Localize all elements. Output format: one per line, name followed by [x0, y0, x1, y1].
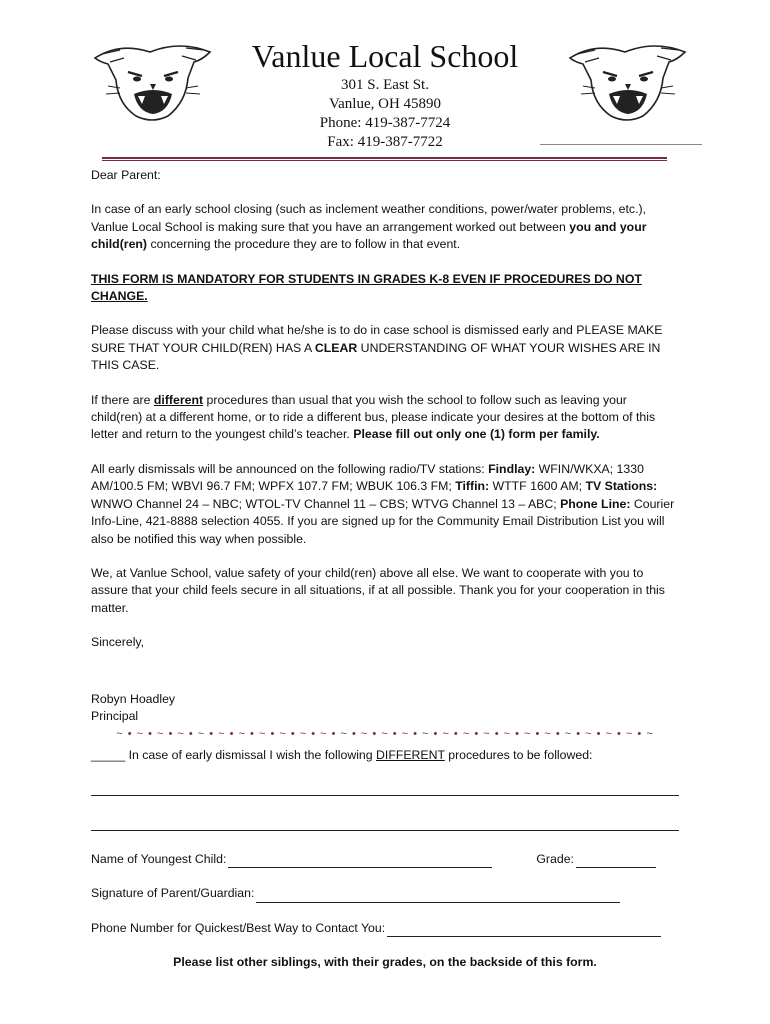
paragraph-different-bold: different — [153, 392, 204, 407]
paragraph-discuss — [91, 322, 679, 374]
signature-label: Signature of Parent/Guardian: — [91, 886, 255, 901]
school-address: 301 S. East St. — [341, 77, 429, 93]
school-name: Vanlue Local School — [251, 38, 519, 74]
procedures-line-2[interactable] — [91, 814, 679, 831]
paragraph-purpose — [91, 201, 679, 253]
school-phone: Phone: 419-387-7724 — [319, 115, 451, 131]
paragraph-different — [91, 392, 679, 444]
greeting: Dear Parent: — [91, 168, 161, 182]
wildcat-logo-left — [90, 38, 215, 124]
stations-text-d: WNWO Channel 24 – NBC; WTOL-TV Channel 11 – CBS; WTVG Channel 13 – ABC; — [91, 496, 561, 511]
closing: Sincerely, — [91, 635, 145, 650]
signer-name: Robyn Hoadley — [91, 691, 176, 706]
paragraph-discuss-bold: CLEAR — [314, 340, 358, 355]
grade-field[interactable] — [576, 855, 656, 868]
signature-field[interactable] — [256, 890, 620, 903]
stations-findlay: Findlay: — [488, 461, 536, 476]
signer-title: Principal — [91, 708, 139, 723]
paragraph-safety: We, at Vanlue School, value safety of your child(ren) above all else. We want to cooperate with you to assure that your child feels secure in all situations, if at all possible. Thank you for your cooperation in this matter. — [91, 565, 665, 615]
wildcat-logo-right — [565, 38, 690, 124]
paragraph-different-text: If there are — [91, 392, 154, 407]
stations-tv: TV Stations: — [585, 479, 658, 494]
signature-row — [91, 885, 679, 902]
cut-line-divider: ~ • ~ • ~ • ~ • ~ • ~ • ~ • ~ • ~ • ~ • ~ • ~ • ~ • ~ • ~ • ~ • ~ • ~ • ~ • ~ • ~ • ~ • ~ • ~ • ~ • ~ • ~ — [116, 728, 654, 741]
paragraph-purpose-text: In case of an early school closing (such as inclement weather conditions, power/water problems, etc.), Vanlue Local School is making sure that you have an arrangement worked out between — [91, 202, 646, 234]
procedures-line-1[interactable] — [91, 779, 679, 796]
school-fax: Fax: 419-387-7722 — [327, 134, 443, 150]
school-contact-block — [260, 76, 510, 152]
dismissal-text-end: procedures to be followed: — [444, 748, 593, 763]
stations-text-a: All early dismissals will be announced on the following radio/TV stations: — [91, 461, 489, 476]
stations-text-c: WTTF 1600 AM; — [489, 479, 586, 494]
stations-text-e: Courier Info-Line, 421-8888 selection 4055. If you are signed up for the Community Email Distribution List you will also be notified this way when possible. — [91, 496, 675, 546]
stations-tiffin: Tiffin: — [455, 479, 490, 494]
school-city: Vanlue, OH 45890 — [328, 96, 442, 112]
mandatory-notice-text: THIS FORM IS MANDATORY FOR STUDENTS IN GRADES K-8 EVEN IF PROCEDURES DO NOT CHANGE. — [91, 271, 642, 304]
grade-label: Grade: — [536, 851, 574, 866]
paragraph-purpose-text-end: concerning the procedure they are to follow in that event. — [147, 237, 461, 252]
contact-phone-field[interactable] — [387, 924, 661, 937]
contact-phone-label: Phone Number for Quickest/Best Way to Contact You: — [91, 920, 386, 935]
header-divider — [102, 157, 667, 161]
dismissal-instruction — [91, 747, 679, 764]
stations-phone-line: Phone Line: — [560, 496, 631, 511]
mandatory-notice — [91, 271, 679, 306]
dismissal-different: DIFFERENT — [376, 748, 445, 763]
header-short-rule — [540, 144, 702, 145]
paragraph-different-text-mid: procedures than usual that you wish the school to follow such as leaving your child(ren) at a different home, or to ride a different bus, please indicate your desires at the bottom of this letter and return to the youngest child’s teacher. — [91, 392, 656, 442]
youngest-child-row — [91, 851, 679, 868]
youngest-child-label: Name of Youngest Child: — [91, 851, 227, 866]
paragraph-stations — [91, 461, 679, 548]
contact-phone-row — [91, 920, 679, 937]
paragraph-discuss-text-end: UNDERSTANDING OF WHAT YOUR WISHES ARE IN THIS CASE. — [91, 340, 661, 373]
stations-text-b: WFIN/WKXA; 1330 AM/100.5 FM; WBVI 96.7 FM; WPFX 107.7 FM; WBUK 106.3 FM; — [91, 461, 644, 494]
siblings-note: Please list other siblings, with their grades, on the backside of this form. — [173, 954, 597, 969]
youngest-child-field[interactable] — [228, 855, 492, 868]
paragraph-different-bold-end: Please fill out only one (1) form per family. — [353, 427, 600, 442]
dismissal-text: _____ In case of early dismissal I wish the following — [91, 748, 377, 763]
paragraph-discuss-text: Please discuss with your child what he/she is to do in case school is dismissed early and PLEASE MAKE SURE THAT YOUR CHILD(REN) HAS A — [91, 323, 663, 355]
paragraph-purpose-bold: you and your child(ren) — [91, 219, 647, 252]
letter-body — [91, 167, 679, 971]
